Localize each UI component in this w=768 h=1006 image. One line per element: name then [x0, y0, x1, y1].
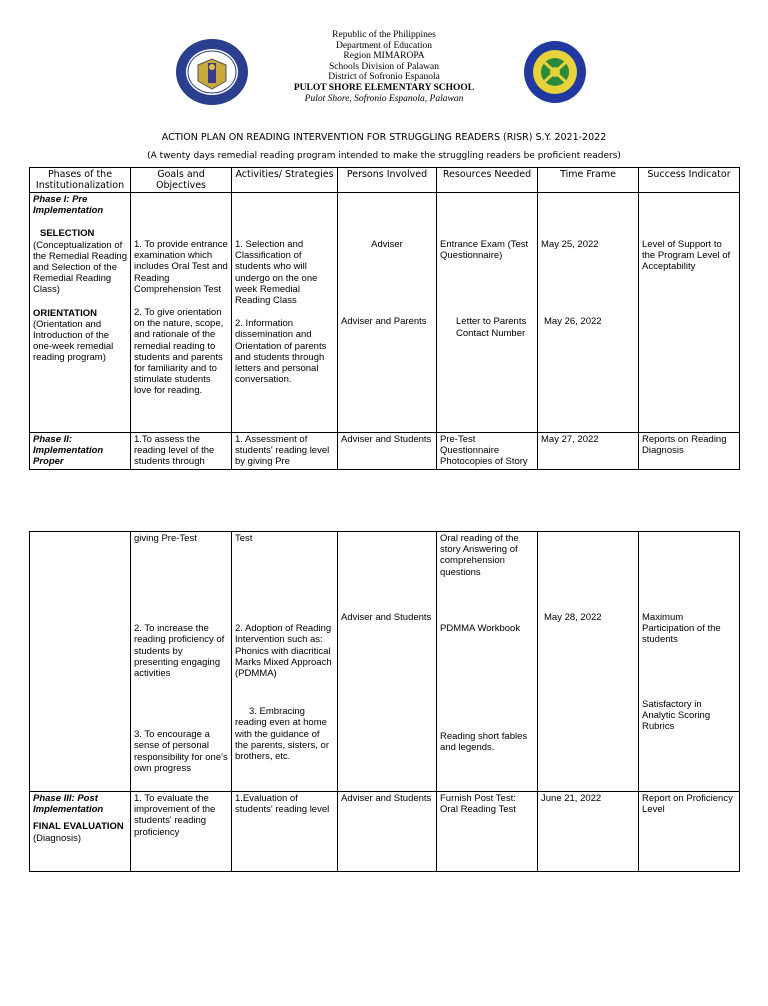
table-row-phase-2-start: [30, 433, 740, 470]
letterhead-line-2: Department of Education: [335, 40, 433, 51]
phase-2-goal-3: 3. To encourage a sense of personal responsibility for one's own progress: [134, 729, 228, 774]
phase-2-goal-1b: giving Pre-Test: [134, 533, 197, 544]
phase-1-label: Phase I: Pre Implementation: [33, 194, 104, 217]
letterhead-line-3: Region MIMAROPA: [343, 51, 425, 62]
phase-3-activity: 1.Evaluation of students' reading level: [232, 792, 338, 872]
phase-2-persons-1: Adviser and Students: [338, 433, 437, 470]
phase-2-activity-1b: Test: [235, 533, 253, 544]
phase-1-cell: [30, 193, 131, 433]
phase-2-activity-2: 2. Adoption of Reading Intervention such as: Phonics with diacritical Marks Mixed Approach (PDMMA): [235, 623, 332, 680]
phase-3-resources: Furnish Post Test: Oral Reading Test: [437, 792, 538, 872]
selection-persons: Adviser: [371, 239, 403, 250]
selection-activity: 1. Selection and Classification of students who will undergo on the one week Remedial Reading Class: [235, 239, 318, 307]
phase-2-activities-cell: [232, 532, 338, 792]
school-name: PULOT SHORE ELEMENTARY SCHOOL: [293, 82, 475, 93]
selection-title: SELECTION: [40, 228, 95, 240]
phase-2-label: Phase II: Implementation Proper: [33, 434, 104, 468]
selection-resources: Entrance Exam (Test Questionnaire): [440, 239, 529, 262]
orientation-time: May 26, 2022: [544, 316, 602, 328]
selection-time: May 25, 2022: [541, 239, 599, 250]
phase-2-cell: [30, 433, 131, 470]
final-evaluation-description: (Diagnosis): [33, 832, 82, 844]
phase-2-resources-3: Reading short fables and legends.: [440, 731, 528, 754]
phase-3-time: June 21, 2022: [538, 792, 639, 872]
phase-3-cell: [30, 792, 131, 872]
action-plan-table-part-1: [29, 167, 740, 470]
letterhead-line-5: District of Sofronio Espanola: [328, 72, 440, 83]
phase-2-resources-1a: Pre-Test Questionnaire Photocopies of Story: [437, 433, 538, 470]
phase-2-activity-1a: 1. Assessment of students' reading level by giving Pre: [232, 433, 338, 470]
table-row-phase-3: [30, 792, 740, 872]
table-row-phase-2-cont: [30, 532, 740, 792]
column-header-resources: Resources Needed: [437, 168, 538, 193]
phase-2-activity-3: 3. Embracing reading even at home with the guidance of the parents, sisters, or brothers, etc.: [235, 706, 329, 763]
phase-2-time-2: May 28, 2022: [544, 612, 602, 623]
phase-3-label: Phase III: Post Implementation: [33, 793, 104, 816]
phase-1-goals-cell: [131, 193, 232, 433]
orientation-goal: 2. To give orientation on the nature, scope, and rationale of the remedial reading to students and parents for familiarity and to stimulate students love for reading.: [134, 307, 224, 397]
selection-goal: 1. To provide entrance examination which includes Oral Test and Reading Comprehension Test: [134, 239, 228, 295]
phase-2-time-1: May 27, 2022: [538, 433, 639, 470]
selection-description: (Conceptualization of the Remedial Reading and Selection of the Remedial Reading Class): [33, 239, 128, 296]
column-header-time-frame: Time Frame: [538, 168, 639, 193]
phase-2-indicator-3: Satisfactory in Analytic Scoring Rubrics: [642, 698, 711, 733]
action-plan-table-part-2: [29, 531, 740, 872]
column-header-success-indicator: Success Indicator: [639, 168, 740, 193]
orientation-description: (Orientation and Introduction of the one-week remedial reading program): [33, 318, 114, 364]
selection-indicator: Level of Support to the Program Level of Acceptability: [642, 239, 731, 273]
orientation-activity: 2. Information dissemination and Orientation of parents and students through letters and personal conversation.: [235, 318, 327, 386]
column-header-phases: Phases of the Institutionalization: [30, 168, 131, 193]
phase-2-indicator-2: Maximum Participation of the students: [642, 612, 721, 646]
column-header-activities: Activities/ Strategies: [232, 168, 338, 193]
phase-3-indicator: Report on Proficiency Level: [639, 792, 740, 872]
phase-2-goal-1a: 1.To assess the reading level of the students through: [131, 433, 232, 470]
orientation-title: ORIENTATION: [33, 307, 98, 319]
phase-1-time-cell: [538, 193, 639, 433]
school-address: Pulot Shore, Sofronio Espanola, Palawan: [304, 93, 464, 104]
phase-2-persons-2: Adviser and Students: [341, 612, 432, 623]
phase-2-resources-cell: [437, 532, 538, 792]
table-row-phase-1: [30, 193, 740, 433]
column-header-persons: Persons Involved: [338, 168, 437, 193]
column-header-goals: Goals and Objectives: [131, 168, 232, 193]
orientation-resources: Letter to Parents Contact Number: [456, 316, 527, 339]
orientation-persons: Adviser and Parents: [341, 316, 427, 328]
letterhead-line-4: Schools Division of Palawan: [328, 61, 440, 72]
letterhead-line-1: Republic of the Philippines: [332, 30, 436, 40]
phase-2-persons-cell: [338, 532, 437, 792]
phase-2-resources-1b: Oral reading of the story Answering of comprehension questions: [440, 533, 519, 578]
phase-1-indicator-cell: [639, 193, 740, 433]
phase-2-goals-cell: [131, 532, 232, 792]
letterhead: [0, 30, 768, 104]
phase-3-persons: Adviser and Students: [338, 792, 437, 872]
phase-3-goal: 1. To evaluate the improvement of the students' reading proficiency: [131, 792, 232, 872]
final-evaluation-title: FINAL EVALUATION: [33, 821, 124, 833]
phase-2-indicator-cell: [639, 532, 740, 792]
page-title: ACTION PLAN ON READING INTERVENTION FOR STRUGGLING READERS (RISR) S.Y. 2021-2022: [161, 132, 607, 143]
phase-2-indicator-1: Reports on Reading Diagnosis: [639, 433, 740, 470]
phase-1-persons-cell: [338, 193, 437, 433]
phase-2-goal-2: 2. To increase the reading proficiency of students by presenting engaging activities: [134, 623, 225, 680]
phase-1-activities-cell: [232, 193, 338, 433]
phase-2-time-cell: [538, 532, 639, 792]
phase-2-resources-2: PDMMA Workbook: [440, 622, 521, 634]
phase-1-resources-cell: [437, 193, 538, 433]
page-subtitle: (A twenty days remedial reading program intended to make the struggling readers be proficient readers): [147, 151, 621, 161]
phase-2-cont-cell: [30, 532, 131, 792]
